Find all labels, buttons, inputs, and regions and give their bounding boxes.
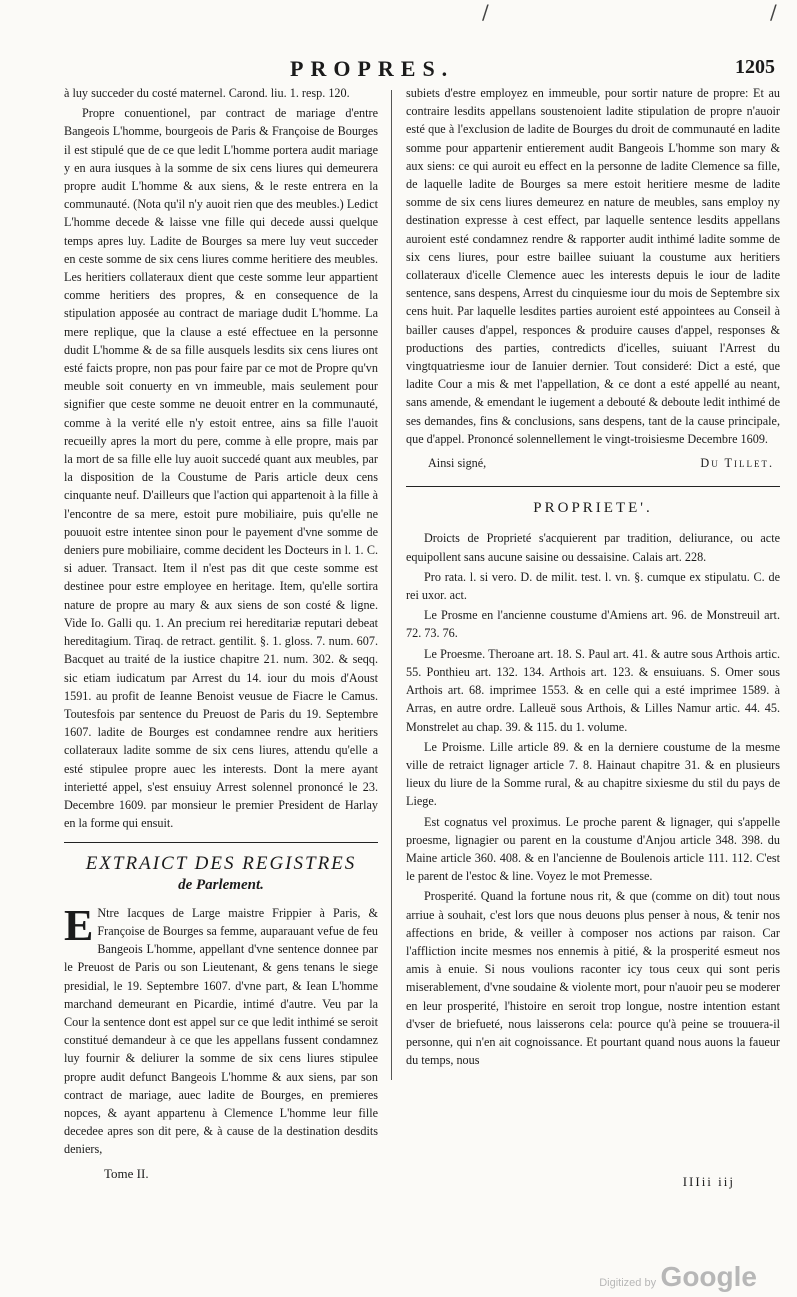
extract-paragraph (64, 900, 378, 1159)
ink-mark: / (770, 0, 777, 24)
paragraph: Pro rata. l. si vero. D. de milit. test. l. vn. §. cumque ex stipulatu. C. de rei uxor. act. (406, 569, 780, 603)
paragraph: à luy succeder du costé maternel. Carond. liu. 1. resp. 120. (64, 86, 350, 100)
page-title: PROPRES. (290, 56, 455, 81)
section-rule (406, 486, 780, 487)
drop-cap: E (64, 900, 94, 950)
paragraph: Droicts de Proprieté s'acquierent par tradition, deliurance, ou acte equipollent sans aucune saisine ou dessaisine. Calais art. 228. (406, 531, 780, 564)
paragraph: Propre conuentionel, par contract de mariage d'entre Bangeois L'homme, bourgeois de Paris & Françoise de Bourges il est stipulé que de ce que ledit L'homme portera audit mariage y en aura iusques à la somme de six cens liures qui demeurera propre audit L'homme & aux siens, & le reste entrera en la communauté. (Nota qu'il n'y auoit rien que des meubles.) Ledict L'homme decede & laisse vne fille qui decede aussi quelque temps apres luy. Ladite de Bourges sa mere luy veut succeder en ceste somme de six cens liures comme heritiere des meubles. Les heritiers collateraux dient que ceste somme leur appartient comme heritiers des propres, & en consequence de la stipulation apposée au contract de mariage dudit L'homme. La mere replique, que la clause a esté effectuee en la personne dudit L'homme & de sa fille ausquels lesdits six cens liures ont esté faicts propre, non pas pour faire par ce mot de Propre qu'vn meuble soit conuerty en vn immeuble, mais seulement pour signifier que ceste somme ne deuoit entrer en la communauté, comme à la verité elle n'y estoit entree, ains sa fille l'auoit recueilly apres la mort du pere, comme à elle propre, mais par la mort de sa fille elle luy auoit succedé quant aux meubles, par la disposition de la Coustume de Paris article deux cens cinquante neuf. D'ailleurs que l'action qui appartenoit à la fille à l'encontre de sa mere, estoit pure mobiliaire, puis qu'elle ne pouuoit estre intentee sinon pour le payement d'vne somme de deniers pure mobiliaire, comme decident les Docteurs in l. 1. C. si aduer. Transact. Item il n'est pas dit que ceste somme est destinee pour estre employee en heritage. Item, qu'elle sortira nature de propre au mary & aux siens de son costé & ligne. Vide Io. Galli qu. 1. An precium rei hereditariæ reputari debeat hereditagium. Tiraq. de retract. gentilit. §. 1. gloss. 7. num. 607. Bacquet au traité de la iustice chapitre 21. num. 302. & seqq. sic etiam iudicatum par Arrest du 14. iour du mois d'Aoust 1591. au profit de Ieanne Benoist veusue de Fiacre le Camus. Toutesfois par sentence du Preuost de Paris du 19. Septembre 1607. ladite de Bourges est condamnee rendre aux heritiers collateraux ladite somme de six cens liures, attendu qu'elle a esté stipulee propre auec les interests. Dont la mere ayant interietté appel, s'est ensuiuy Arrest solennel prononcé le 23. Decembre 1609. par monsieur le premier President de Harlay en la forme qui ensuit. (64, 106, 378, 831)
right-column (406, 84, 780, 1259)
ink-mark: / (482, 0, 489, 24)
left-column (64, 84, 378, 1259)
volume-label: Tome II. (104, 1165, 149, 1181)
extract-text: Ntre Iacques de Large maistre Frippier à Paris, & Françoise de Bourges sa femme, auparauant vefue de feu Bangeois L'homme, appellant d'vne sentence donnee par le Preuost de Paris ou son Lieutenant, & gens tenans le siege presidial, le 19. Septembre 1607. d'vne part, & Iean L'homme marchand demeurant en Picardie, intimé d'autre. Veu par la Cour la sentence dont est appel sur ce que ledit inthimé se seroit constitué demandeur à ce que les appellans fussent condamnez luy fournir & deliurer la somme de six cens liures stipulee propre audit defunct Bangeois L'homme & aux siens, par son contract de mariage, auec ladite de Bourges, en premieres nopces, & ayant appartenu à Clemence L'homme leur fille decedee apres son dit pere, & à cause de la destination desdits deniers, (64, 905, 378, 1157)
digitized-watermark (599, 1261, 757, 1293)
page-number: 1205 (735, 56, 775, 78)
entry-title: PROPRIETE'. (533, 500, 653, 517)
watermark-prefix: Digitized by (599, 1277, 657, 1289)
running-header (0, 56, 797, 86)
signature-mark: IIIii iij (682, 1174, 735, 1189)
google-logo: Google (660, 1261, 757, 1292)
paragraph: subiets d'estre employez en immeuble, pour sortir nature de propre: Et au contraire lesdits appellans soustenoient ladite stipulation de propre n'auoir esté que à l'exclusion de ladite de Bourges du droit de communauté en ladite somme pour appartenir entierement audit Bangeois L'homme son mary & aux siens: ce qui auroit eu effect en la personne de ladite Clemence sa fille, de laquelle ladite de Bourges sa mere estoit heritiere mesme de ladite somme de six cens liures demeurez en nature de meubles, sans employ ny destination expresse à cest effect, par laquelle sentence lesdits appellans auroient esté condamnez rendre & rapporter audit inthimé ladite somme de six cens liures, pour estre baillee suiuant la coustume aux heritiers collateraux d'icelle Clemence auec les interests depuis le iour de ladite sentence, sans despens, Arrest du cinquiesme iour du mois de Septembre six cens huit. Par laquelle lesdites parties auroient esté appointees au Conseil à bailler causes d'appel, responces & produire causes d'appel, responses & productions des parties, contredicts d'icelles, suiuant l'Arrest du vingtquatriesme iour de Ianuier dernier. Tout consideré: Dict a esté, que ladite Cour a mis & met l'appellation, & ce dont a esté appellé au neant, sans amende, & emendant le iugement a debouté & deboute ledit inthimé de ses demandes, fins & conclusions, sans despens, tant de la cause principale, que d'appel. Prononcé solennellement le vingt-troisiesme Decembre 1609. (406, 86, 780, 446)
signed-label: Ainsi signé, (428, 456, 487, 471)
section-title: EXTRAICT DES REGISTRES (85, 853, 357, 875)
paragraph: Le Prosme en l'ancienne coustume d'Amiens art. 96. de Monstreuil art. 72. 73. 76. (406, 608, 780, 641)
paragraph: Le Proisme. Lille article 89. & en la derniere coustume de la mesme ville de retraict lignager article 7. 8. Hainaut chapitre 31. & en plusieurs lieux du liure de la Somme rural, & au chapitre sixiesme du stil du pays de Liege. (406, 739, 780, 809)
signed-name: Du Tillet. (700, 456, 774, 471)
paragraph: Le Proesme. Theroane art. 18. S. Paul art. 41. & autre sous Arthois artic. 55. Ponthieu art. 132. 134. Arthois art. 123. & ensuiuans. S. Omer sous Arthois art. 68. imprimee 1553. & en celle qui a esté imprimee 1589. à Arras, en autre ordre. Lalleuë sous Arthois, & Lilles Namur artic. 44. 45. Monstrelet au chap. 39. & 115. du 1. volume. (406, 646, 780, 734)
column-divider (391, 90, 392, 1080)
paragraph: Est cognatus vel proximus. Le proche parent & lignager, qui s'appelle proesme, lignagier ou parent en la coustume d'Anjou article 348. 398. du Maine article 360. 408. & en l'ancienne de Boulenois article 111. 112. C'est le parent de l'estoc & line. Voyez le mot Premesse. (406, 814, 780, 884)
section-subtitle: de Parlement. (178, 876, 264, 893)
signature-line (406, 454, 780, 472)
paragraph: Prosperité. Quand la fortune nous rit, & que (comme on dit) tout nous arriue à souhait, c'est lors que nous deuons plus penser à nous, & tenir nos affections en bride, & veiller à composer nos actions par raison. Car l'affliction incite mesmes nos ennemis à pitié, & la prosperité esmeut nos amis à enuie. Si nous voulions raconter icy tous ceux qui sont peris miserablement, d'vne soudaine & violente mort, pour n'auoir peu se moderer en leur prosperité, l'histoire en seroit trop longue, nostre intention estant d'vser de briefueté, nous laisserons cela: pource qu'à peine se trouuera-il personne, qui n'en ait cognoissance. Et pourtant quand nous auons la faueur du temps, nous (406, 889, 780, 1068)
section-rule (64, 842, 378, 843)
